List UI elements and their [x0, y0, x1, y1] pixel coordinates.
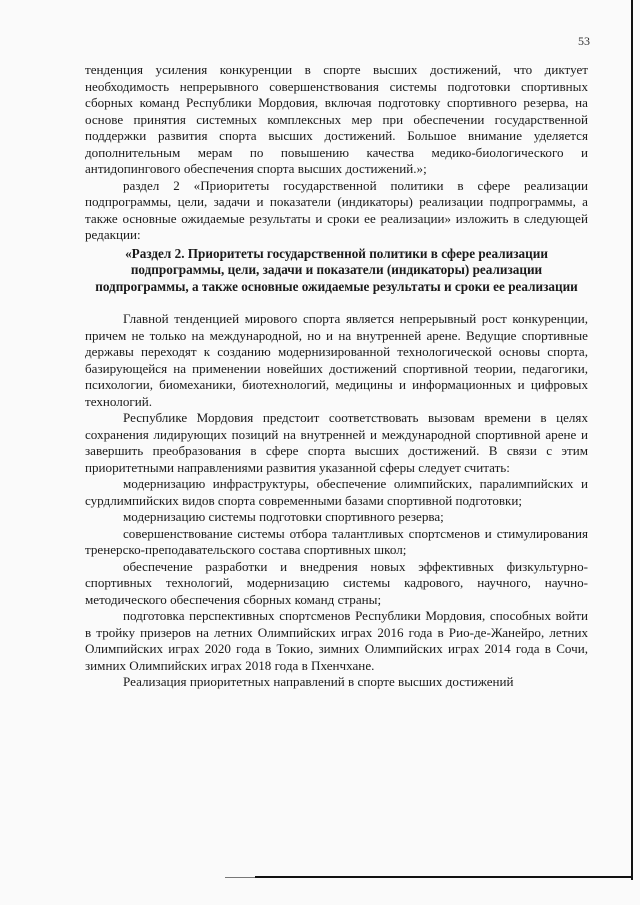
scan-edge-bottom	[255, 876, 633, 878]
paragraph: обеспечение разработки и внедрения новых эффективных физкультурно-спортивных технологий, модернизацию системы кадрового, научного, научно-методического обеспечения сборных команд страны;	[85, 558, 588, 607]
page-number: 53	[578, 34, 590, 48]
paragraph: модернизацию инфраструктуры, обеспечение олимпийских, паралимпийских и сурдлимпийских видов спорта современными базами спортивной подготовки;	[85, 476, 588, 508]
scan-edge-right	[631, 0, 633, 880]
paragraph: модернизацию системы подготовки спортивного резерва;	[123, 509, 444, 524]
paragraph: тенденция усиления конкуренции в спорте высших достижений, что диктует необходимость непрерывного совершенствования системы подготовки спортивных сборных команд Республики Мордовия, включая подготовку спортивного резерва, на основе принятия системных комплексных мер при обеспечении государственной поддержки развития спорта высших достижений. Большое внимание уделяется дополнительным мерам по повышению качества медико-биологического и антидопингового обеспечения спорта высших достижений.»;	[85, 62, 588, 176]
section-spacer	[85, 295, 588, 311]
paragraph: совершенствование системы отбора талантливых спортсменов и стимулирования тренерско-преподавательского состава спортивных школ;	[85, 525, 588, 557]
scan-edge-bottom-faint	[225, 877, 255, 878]
document-body	[85, 62, 588, 691]
paragraph: Реализация приоритетных направлений в спорте высших достижений	[123, 674, 514, 689]
section-heading: «Раздел 2. Приоритеты государственной политики в сфере реализации подпрограммы, цели, задачи и показатели (индикаторы) реализации подпрограммы, а также основные ожидаемые результаты и сроки ее реализации	[95, 245, 578, 294]
paragraph: Главной тенденцией мирового спорта является непрерывный рост конкуренции, причем не только на международной, но и на внутренней арене. Ведущие спортивные державы переходят к созданию модернизированной технологической основы спорта, базирующейся на применении новейших достижений спортивной теории, педагогики, психологии, биомеханики, биотехнологий, медицины и информационных и цифровых технологий.	[85, 311, 588, 409]
paragraph: Республике Мордовия предстоит соответствовать вызовам времени в целях сохранения лидирующих позиций на внутренней и международной спортивной арене и завершить преобразования в сфере спорта высших достижений. В связи с этим приоритетными направлениями развития указанной сферы следует считать:	[85, 410, 588, 475]
paragraph: раздел 2 «Приоритеты государственной политики в сфере реализации подпрограммы, цели, задачи и показатели (индикаторы) реализации подпрограммы, а также основные ожидаемые результаты и сроки ее реализации» изложить в следующей редакции:	[85, 177, 588, 242]
paragraph: подготовка перспективных спортсменов Республики Мордовия, способных войти в тройку призеров на летних Олимпийских играх 2016 года в Рио-де-Жанейро, летних Олимпийских играх 2020 года в Токио, зимних Олимпийских играх 2014 года в Сочи, зимних Олимпийских играх 2018 года в Пхенчхане.	[85, 608, 588, 673]
